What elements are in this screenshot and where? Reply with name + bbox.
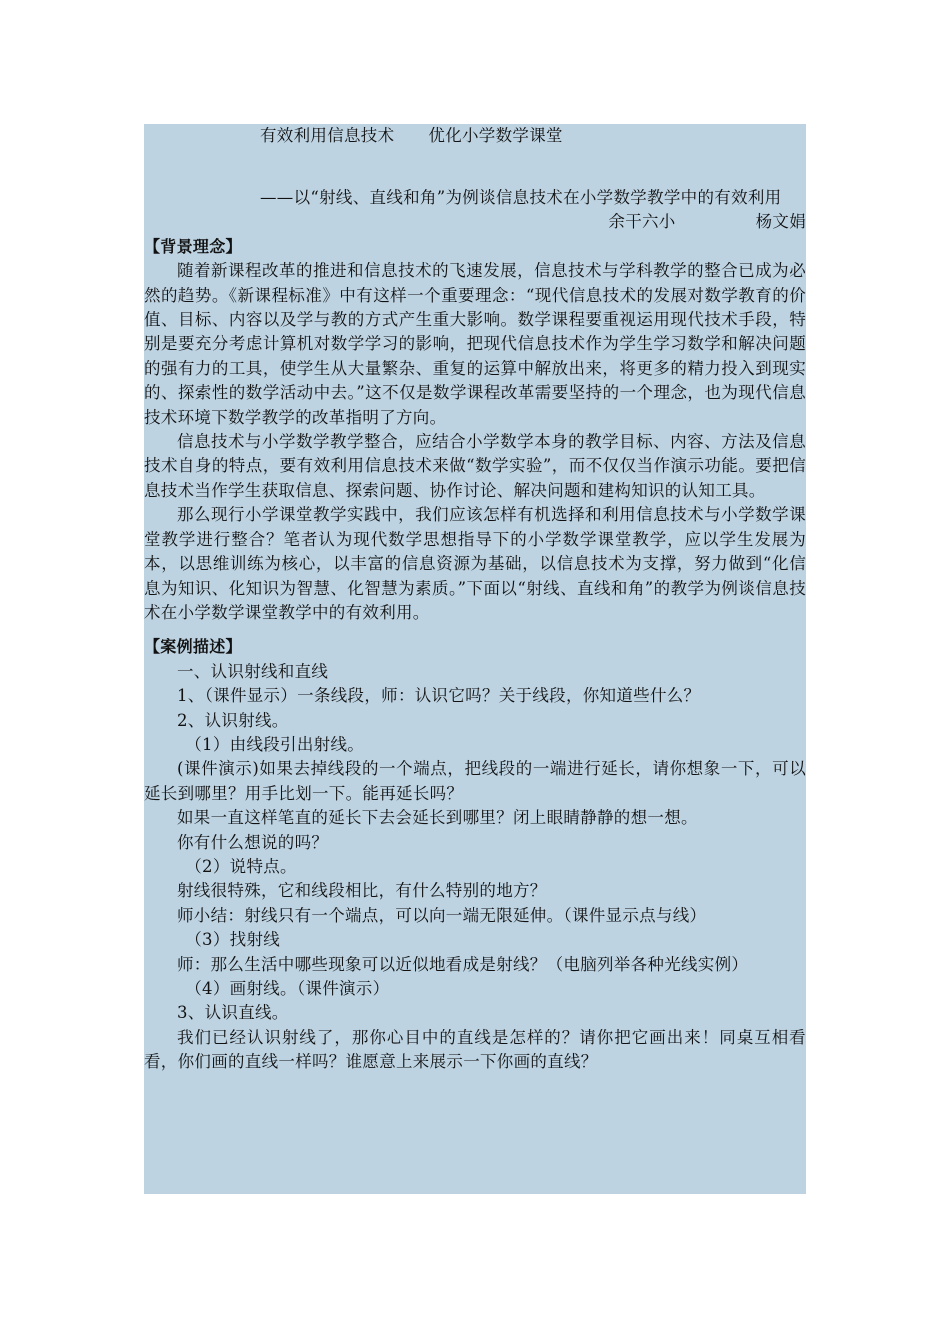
- case-line: 射线很特殊，它和线段相比，有什么特别的地方？: [177, 881, 547, 901]
- case-line: （3）找射线: [185, 930, 281, 950]
- document-page: [144, 124, 806, 1194]
- case-line: 你有什么想说的吗？: [177, 832, 329, 852]
- document-subtitle: ——以“射线、直线和角”为例谈信息技术在小学数学教学中的有效利用: [260, 188, 782, 207]
- paragraph: 那么现行小学课堂教学实践中，我们应该怎样有机选择和利用信息技术与小学数学课堂教学进行整合？笔者认为现代数学思想指导下的小学数学课堂教学，应以学生发展为本，以思维训练为核心，以丰富的信息资源为基础，以信息技术为支撑，努力做到“化信息为知识、化知识为智慧、化智慧为素质。”下面以“射线、直线和角”的教学为例谈信息技术在小学数学课堂教学中的有效利用。: [144, 505, 806, 622]
- case-line: 师：那么生活中哪些现象可以近似地看成是射线？（电脑列举各种光线实例）: [177, 954, 749, 974]
- paragraph: 信息技术与小学数学教学整合，应结合小学数学本身的教学目标、内容、方法及信息技术自身的特点，要有效利用信息技术来做“数学实验”，而不仅仅当作演示功能。要把信息技术当作学生获取信息、探索问题、协作讨论、解决问题和建构知识的认知工具。: [144, 432, 806, 500]
- case-line: 一、认识射线和直线: [177, 661, 329, 681]
- title-part-2: 优化小学数学课堂: [428, 126, 563, 145]
- case-line: 师小结：射线只有一个端点，可以向一端无限延伸。（课件显示点与线）: [177, 905, 707, 925]
- case-line: （1）由线段引出射线。: [185, 734, 365, 754]
- document-title: [144, 124, 806, 172]
- case-line: 2、认识射线。: [177, 710, 289, 730]
- paragraph: 随着新课程改革的推进和信息技术的飞速发展，信息技术与学科教学的整合已成为必然的趋势。《新课程标准》中有这样一个重要理念：“现代信息技术的发展对数学教育的价值、目标、内容以及学与教的方式产生重大影响。数学课程要重视运用现代技术手段，特别是要充分考虑计算机对数学学习的影响，把现代信息技术作为学生学习数学和解决问题的强有力的工具，使学生从大量繁杂、重复的运算中解放出来，将更多的精力投入到现实的、探索性的数学活动中去。”这不仅是数学课程改革需要坚持的一个理念，也为现代信息技术环境下数学教学的改革指明了方向。: [144, 261, 806, 427]
- title-part-1: 有效利用信息技术: [260, 126, 395, 145]
- case-line: 3、认识直线。: [177, 1003, 289, 1023]
- case-line: 如果一直这样笔直的延长下去会延长到哪里？闭上眼睛静静的想一想。: [177, 808, 698, 828]
- case-line: （2）说特点。: [185, 856, 297, 876]
- author-line: [144, 210, 806, 234]
- school-name: 余干六小: [608, 212, 676, 232]
- case-line: 我们已经认识射线了，那你心目中的直线是怎样的？请你把它画出来！同桌互相看看，你们画的直线一样吗？谁愿意上来展示一下你画的直线？: [144, 1027, 806, 1072]
- case-line: 1、（课件显示）一条线段，师：认识它吗？关于线段，你知道些什么？: [177, 686, 701, 706]
- section-heading-case: 【案例描述】: [144, 637, 242, 657]
- author-name: 杨文娟: [755, 212, 806, 232]
- case-line: (课件演示)如果去掉线段的一个端点，把线段的一端进行延长，请你想象一下，可以延长到哪里？用手比划一下。能再延长吗？: [144, 759, 806, 803]
- section-heading-background: 【背景理念】: [144, 236, 242, 256]
- case-line: （4）画射线。（课件演示）: [185, 979, 390, 998]
